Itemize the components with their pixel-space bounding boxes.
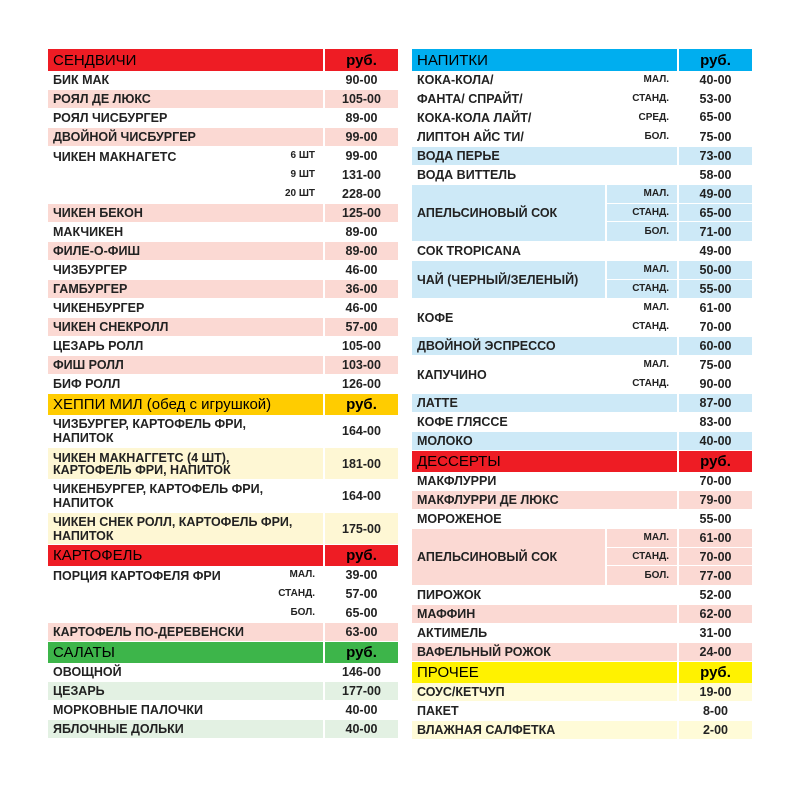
size-label: СТАНД.	[607, 204, 677, 223]
item-price: 61-00	[679, 529, 752, 548]
menu-item-row	[48, 480, 398, 513]
item-name: ЧИКЕН БЕКОН	[53, 206, 143, 220]
size-labels	[253, 566, 323, 622]
currency-label: руб.	[323, 49, 398, 71]
section-title: СЕНДВИЧИ	[53, 51, 137, 69]
item-price: 57-00	[325, 585, 398, 604]
item-name: ПАКЕТ	[417, 704, 459, 718]
menu-item-row	[48, 242, 398, 261]
item-name: ЧАЙ (ЧЕРНЫЙ/ЗЕЛЕНЫЙ)	[417, 272, 579, 287]
size-prices	[677, 356, 752, 393]
item-price: 31-00	[677, 624, 752, 642]
item-price: 46-00	[323, 299, 398, 317]
menu-item-row-sized	[412, 71, 752, 147]
currency-label: руб.	[323, 545, 398, 566]
menu-item-row	[412, 337, 752, 356]
menu-item-row	[412, 510, 752, 529]
menu-item-row	[48, 109, 398, 128]
menu-item-row	[48, 204, 398, 223]
item-name: ЛИПТОН АЙС ТИ/	[417, 130, 524, 144]
section-header-drinks	[412, 49, 752, 71]
item-name: МОРКОВНЫЕ ПАЛОЧКИ	[53, 703, 203, 717]
item-price: 55-00	[699, 281, 732, 296]
item-name: КОФЕ	[417, 310, 454, 325]
size-label: БОЛ.	[644, 570, 669, 582]
menu-item-row	[412, 413, 752, 432]
section-title: САЛАТЫ	[53, 644, 115, 661]
size-prices	[323, 566, 398, 622]
size-prices	[677, 71, 752, 146]
item-name: ЧИЗБУРГЕР, КАРТОФЕЛЬ ФРИ, НАПИТОК	[53, 417, 246, 445]
item-name: ВАФЕЛЬНЫЙ РОЖОК	[417, 645, 551, 659]
item-name: КАПУЧИНО	[417, 367, 487, 382]
item-name: ФИЛЕ-О-ФИШ	[53, 244, 141, 258]
size-label: БОЛ.	[644, 131, 669, 143]
item-name: ПИРОЖОК	[417, 588, 482, 602]
item-price: 63-00	[323, 623, 398, 641]
size-prices	[677, 261, 752, 298]
item-name: МАФФИН	[417, 607, 476, 621]
size-labels	[605, 261, 677, 298]
size-labels	[607, 71, 677, 146]
item-name: РОЯЛ ЧИСБУРГЕР	[53, 111, 168, 125]
menu-item-row	[48, 720, 398, 739]
item-name: БИК МАК	[53, 73, 110, 87]
size-label: МАЛ.	[607, 71, 677, 90]
menu-item-row	[48, 623, 398, 642]
section-header-happy-meal	[48, 394, 398, 415]
menu-item-row	[412, 624, 752, 643]
item-price: 52-00	[677, 586, 752, 604]
item-name: ДВОЙНОЙ ЭСПРЕССО	[417, 339, 556, 353]
item-price: 77-00	[699, 568, 732, 583]
item-price: 40-00	[677, 432, 752, 450]
item-name: ПОРЦИЯ КАРТОФЕЛЯ ФРИ	[53, 569, 221, 583]
size-label: СТАНД.	[607, 548, 677, 567]
size-label: СТАНД.	[632, 378, 669, 390]
item-price: 70-00	[699, 319, 732, 334]
item-price: 53-00	[679, 90, 752, 109]
size-prices	[677, 185, 752, 241]
item-name: ЧИКЕНБУРГЕР, КАРТОФЕЛЬ ФРИ, НАПИТОК	[53, 482, 264, 510]
size-label: 9 ШТ	[253, 166, 323, 185]
item-price: 146-00	[323, 663, 398, 681]
item-name: ЦЕЗАРЬ РОЛЛ	[53, 339, 144, 353]
item-name: СОУС/КЕТЧУП	[417, 685, 505, 699]
menu-item-row	[412, 586, 752, 605]
size-labels	[605, 529, 677, 585]
item-price: 62-00	[677, 605, 752, 623]
size-prices	[677, 299, 752, 336]
item-price: 70-00	[677, 472, 752, 490]
section-header-salads	[48, 642, 398, 663]
item-name: ЧИКЕНБУРГЕР	[53, 301, 145, 315]
item-price: 40-00	[679, 71, 752, 90]
menu-item-row	[48, 682, 398, 701]
menu-item-row-sized	[412, 261, 752, 299]
currency-label: руб.	[323, 394, 398, 415]
size-label: 6 ШТ	[253, 147, 323, 166]
size-label: СРЕД.	[607, 109, 677, 128]
menu-item-row	[48, 261, 398, 280]
size-prices	[677, 529, 752, 585]
size-label: МАЛ.	[607, 185, 677, 204]
section-header-desserts	[412, 451, 752, 472]
item-price: 103-00	[323, 356, 398, 374]
menu-item-row	[48, 90, 398, 109]
item-name: ДВОЙНОЙ ЧИСБУРГЕР	[53, 130, 196, 144]
item-name: ЧИКЕН СНЕКРОЛЛ	[53, 320, 169, 334]
size-labels	[607, 356, 677, 393]
item-name-group	[412, 71, 607, 146]
menu-item-row	[48, 701, 398, 720]
menu-item-row	[412, 147, 752, 166]
item-price: 99-00	[325, 147, 398, 166]
size-label: МАЛ.	[607, 261, 677, 280]
size-label: МАЛ.	[253, 566, 323, 585]
item-price: 164-00	[323, 415, 398, 447]
item-price: 73-00	[677, 147, 752, 165]
section-header-other	[412, 662, 752, 683]
currency-label: руб.	[677, 662, 752, 683]
item-name: ФИШ РОЛЛ	[53, 358, 124, 372]
item-price: 2-00	[677, 721, 752, 739]
menu-item-row	[48, 415, 398, 448]
item-price: 55-00	[677, 510, 752, 528]
size-label: СТАНД.	[253, 585, 323, 604]
menu-item-row-sized	[48, 147, 398, 204]
section-title: ДЕССЕРТЫ	[417, 453, 501, 470]
item-price: 125-00	[323, 204, 398, 222]
item-name: ЧИЗБУРГЕР	[53, 263, 128, 277]
item-price: 58-00	[677, 166, 752, 184]
menu-item-row-sized	[412, 299, 752, 337]
item-name: СОК TROPICANA	[417, 244, 521, 258]
size-label: БОЛ.	[290, 607, 315, 619]
item-name: ВЛАЖНАЯ САЛФЕТКА	[417, 723, 556, 737]
item-price: 40-00	[323, 720, 398, 738]
menu-item-row-sized	[412, 356, 752, 394]
currency-label: руб.	[677, 49, 752, 71]
menu-item-row	[412, 643, 752, 662]
size-label: МАЛ.	[607, 356, 677, 375]
item-price: 49-00	[677, 242, 752, 260]
right-menu-column	[412, 49, 752, 740]
item-price: 79-00	[677, 491, 752, 509]
item-price: 65-00	[345, 605, 378, 620]
currency-label: руб.	[677, 451, 752, 472]
menu-item-row	[412, 491, 752, 510]
item-name: МОЛОКО	[417, 434, 473, 448]
menu-item-row	[412, 432, 752, 451]
size-label: БОЛ.	[644, 226, 669, 238]
item-name: ЧИКЕН МАКНАГЕТС	[53, 150, 177, 164]
item-price: 89-00	[323, 109, 398, 127]
menu-item-row	[412, 472, 752, 491]
item-price: 65-00	[679, 204, 752, 223]
section-title: ХЕППИ МИЛ (обед с игрушкой)	[53, 396, 272, 413]
item-name: АПЕЛЬСИНОВЫЙ СОК	[417, 206, 558, 220]
section-title: КАРТОФЕЛЬ	[53, 547, 143, 564]
item-price: 90-00	[699, 376, 732, 391]
item-name: АКТИМЕЛЬ	[417, 626, 488, 640]
menu-item-row-sized	[412, 529, 752, 586]
item-price: 75-00	[679, 356, 752, 375]
item-price: 24-00	[677, 643, 752, 661]
size-labels	[607, 299, 677, 336]
menu-item-row	[48, 318, 398, 337]
size-prices	[323, 147, 398, 203]
item-price: 126-00	[323, 375, 398, 393]
menu-item-row	[48, 337, 398, 356]
item-price: 19-00	[677, 683, 752, 701]
item-name: ЛАТТЕ	[417, 396, 458, 410]
item-price: 164-00	[323, 480, 398, 512]
section-header-potatoes	[48, 545, 398, 566]
item-name: ВОДА ПЕРЬЕ	[417, 149, 500, 163]
menu-item-row	[412, 605, 752, 624]
size-label: СТАНД.	[632, 321, 669, 333]
size-label: 20 ШТ	[284, 188, 315, 200]
item-price: 70-00	[679, 548, 752, 567]
menu-item-row	[48, 128, 398, 147]
size-labels	[253, 147, 323, 203]
item-name: КОКА-КОЛА ЛАЙТ/	[417, 111, 532, 125]
menu-item-row	[48, 280, 398, 299]
item-name: КАРТОФЕЛЬ ПО-ДЕРЕВЕНСКИ	[53, 625, 244, 639]
item-price: 83-00	[677, 413, 752, 431]
item-price: 90-00	[323, 71, 398, 89]
item-price: 60-00	[677, 337, 752, 355]
menu-item-row-sized	[48, 566, 398, 623]
size-label: МАЛ.	[607, 529, 677, 548]
size-label: МАЛ.	[607, 299, 677, 318]
menu-item-row	[48, 513, 398, 545]
item-name: ФАНТА/ СПРАЙТ/	[417, 92, 523, 106]
menu-item-row	[48, 223, 398, 242]
item-name: МОРОЖЕНОЕ	[417, 512, 502, 526]
item-name: КОКА-КОЛА/	[417, 73, 494, 87]
item-price: 57-00	[323, 318, 398, 336]
item-name: ЦЕЗАРЬ	[53, 684, 105, 698]
menu-item-row	[412, 721, 752, 740]
item-price: 75-00	[699, 129, 732, 144]
size-label: СТАНД.	[607, 90, 677, 109]
left-menu-column	[48, 49, 398, 739]
item-price: 39-00	[325, 566, 398, 585]
item-name: ЧИКЕН СНЕК РОЛЛ, КАРТОФЕЛЬ ФРИ, НАПИТОК	[53, 514, 293, 543]
item-price: 131-00	[325, 166, 398, 185]
item-name: МАКФЛУРРИ ДЕ ЛЮКС	[417, 493, 559, 507]
item-name: БИФ РОЛЛ	[53, 377, 121, 391]
item-price: 175-00	[323, 513, 398, 544]
item-price: 87-00	[677, 394, 752, 412]
item-price: 228-00	[342, 186, 381, 201]
item-price: 105-00	[323, 337, 398, 355]
item-price: 89-00	[323, 223, 398, 241]
item-price: 99-00	[323, 128, 398, 146]
menu-item-row	[48, 375, 398, 394]
item-price: 65-00	[679, 109, 752, 128]
section-title: ПРОЧЕЕ	[417, 664, 479, 681]
item-name: ЯБЛОЧНЫЕ ДОЛЬКИ	[53, 722, 184, 736]
size-labels	[605, 185, 677, 241]
item-price: 36-00	[323, 280, 398, 298]
item-price: 71-00	[699, 224, 732, 239]
item-price: 105-00	[323, 90, 398, 108]
menu-item-row	[48, 299, 398, 318]
item-name: ГАМБУРГЕР	[53, 282, 128, 296]
item-price: 40-00	[323, 701, 398, 719]
item-name: АПЕЛЬСИНОВЫЙ СОК	[417, 550, 558, 564]
menu-item-row	[412, 166, 752, 185]
item-name: РОЯЛ ДЕ ЛЮКС	[53, 92, 151, 106]
item-price: 61-00	[679, 299, 752, 318]
menu-item-row	[412, 702, 752, 721]
item-price: 181-00	[323, 448, 398, 479]
item-name: КОФЕ ГЛЯССЕ	[417, 415, 508, 429]
item-price: 177-00	[323, 682, 398, 700]
section-header-sandwiches	[48, 49, 398, 71]
menu-item-row	[48, 71, 398, 90]
item-name: ЧИКЕН МАКНАГГЕТС (4 ШТ), КАРТОФЕЛЬ ФРИ, НАПИТОК	[53, 450, 231, 477]
item-name: МАКЧИКЕН	[53, 225, 124, 239]
menu-item-row	[48, 663, 398, 682]
item-price: 8-00	[677, 702, 752, 720]
menu-item-row	[48, 448, 398, 480]
item-price: 49-00	[679, 185, 752, 204]
menu-item-row-sized	[412, 185, 752, 242]
menu-item-row	[48, 356, 398, 375]
item-name: ВОДА ВИТТЕЛЬ	[417, 168, 517, 182]
item-price: 50-00	[679, 261, 752, 280]
item-price: 89-00	[323, 242, 398, 260]
item-name: МАКФЛУРРИ	[417, 474, 497, 488]
item-name: ОВОЩНОЙ	[53, 665, 122, 679]
currency-label: руб.	[323, 642, 398, 663]
item-price: 46-00	[323, 261, 398, 279]
size-label: СТАНД.	[632, 283, 669, 295]
menu-item-row	[412, 242, 752, 261]
section-title: НАПИТКИ	[417, 51, 488, 69]
menu-item-row	[412, 683, 752, 702]
menu-item-row	[412, 394, 752, 413]
